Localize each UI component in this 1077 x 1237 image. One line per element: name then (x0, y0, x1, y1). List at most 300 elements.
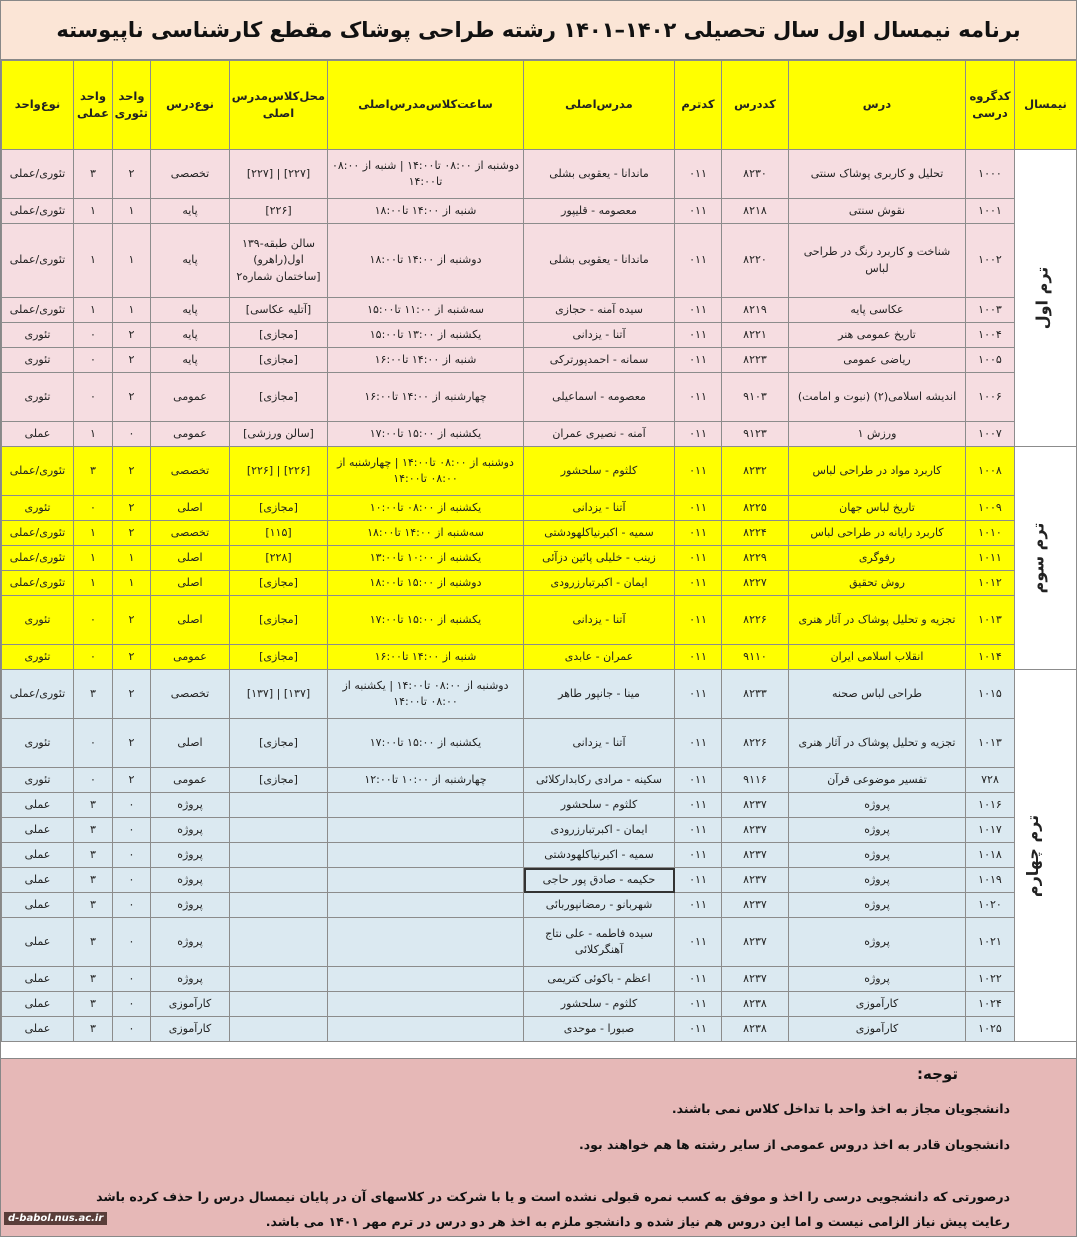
unit-type-cell: عملی (2, 818, 74, 843)
group-code-cell: ۱۰۰۳ (966, 298, 1015, 323)
table-row (2, 818, 1077, 843)
instructor-cell: آتنا - یزدانی (524, 496, 675, 521)
theory-units-cell: ۰ (113, 918, 151, 967)
practical-units-cell: ۳ (74, 992, 113, 1017)
unit-type-cell: عملی (2, 918, 74, 967)
table-row (2, 868, 1077, 893)
theory-units-cell: ۲ (113, 596, 151, 645)
term-code-cell: ۰۱۱ (675, 1017, 722, 1042)
course-code-cell: ۸۲۲۶ (722, 596, 789, 645)
course-type-cell: پایه (151, 323, 230, 348)
location-cell: [۲۲۶] (230, 199, 328, 224)
course-code-cell: ۸۲۳۰ (722, 150, 789, 199)
term-code-cell: ۰۱۱ (675, 199, 722, 224)
term-label (1015, 670, 1077, 1042)
term-code-cell: ۰۱۱ (675, 224, 722, 298)
course-type-cell: عمومی (151, 373, 230, 422)
time-cell: دوشنبه از ۰۸:۰۰ تا۱۴:۰۰ | شنبه از ۰۸:۰۰ تا۱۴:۰۰ (328, 150, 524, 199)
table-row (2, 670, 1077, 719)
group-code-cell: ۱۰۱۱ (966, 546, 1015, 571)
theory-units-cell: ۲ (113, 496, 151, 521)
term-code-cell: ۰۱۱ (675, 893, 722, 918)
course-code-cell: ۸۲۲۷ (722, 571, 789, 596)
location-cell: [مجازی] (230, 596, 328, 645)
course-type-cell: عمومی (151, 422, 230, 447)
table-row (2, 1017, 1077, 1042)
term-code-cell: ۰۱۱ (675, 992, 722, 1017)
practical-units-cell: ۳ (74, 1017, 113, 1042)
location-cell (230, 868, 328, 893)
course-code-cell: ۸۲۳۷ (722, 893, 789, 918)
group-code-cell: ۱۰۱۸ (966, 843, 1015, 868)
time-cell: دوشنبه از ۱۴:۰۰ تا۱۸:۰۰ (328, 224, 524, 298)
term-code-cell: ۰۱۱ (675, 496, 722, 521)
table-row (2, 719, 1077, 768)
location-cell: [مجازی] (230, 768, 328, 793)
course-cell: پروژه (789, 893, 966, 918)
practical-units-cell: ۰ (74, 323, 113, 348)
course-code-cell: ۸۲۳۷ (722, 793, 789, 818)
practical-units-cell: ۰ (74, 645, 113, 670)
theory-units-cell: ۰ (113, 893, 151, 918)
practical-units-cell: ۰ (74, 768, 113, 793)
note-line-1: دانشجویان مجاز به اخذ واحد با تداخل کلاس نمی باشند. (671, 1101, 1010, 1116)
time-cell (328, 793, 524, 818)
table-row (2, 496, 1077, 521)
schedule-body (2, 150, 1077, 1042)
time-cell: یکشنبه از ۱۳:۰۰ تا۱۵:۰۰ (328, 323, 524, 348)
theory-units-cell: ۰ (113, 422, 151, 447)
course-type-cell: اصلی (151, 571, 230, 596)
time-cell (328, 893, 524, 918)
table-row (2, 843, 1077, 868)
practical-units-cell: ۱ (74, 199, 113, 224)
course-cell: نقوش سنتی (789, 199, 966, 224)
term-label (1015, 447, 1077, 670)
theory-units-cell: ۱ (113, 224, 151, 298)
instructor-cell: مینا - جانپور طاهر (524, 670, 675, 719)
time-cell: شنبه از ۱۴:۰۰ تا۱۶:۰۰ (328, 645, 524, 670)
instructor-cell: سکینه - مرادی رکابدارکلائی (524, 768, 675, 793)
group-code-cell: ۱۰۱۲ (966, 571, 1015, 596)
course-cell: شناخت و کاربرد رنگ در طراحی لباس (789, 224, 966, 298)
term-code-cell: ۰۱۱ (675, 348, 722, 373)
course-code-cell: ۸۲۲۵ (722, 496, 789, 521)
group-code-cell: ۱۰۱۴ (966, 645, 1015, 670)
time-cell (328, 992, 524, 1017)
time-cell (328, 818, 524, 843)
course-cell: ریاضی عمومی (789, 348, 966, 373)
course-type-cell: پروژه (151, 818, 230, 843)
practical-units-cell: ۳ (74, 818, 113, 843)
time-cell: چهارشنبه از ۱۴:۰۰ تا۱۶:۰۰ (328, 373, 524, 422)
course-code-cell: ۸۲۳۲ (722, 447, 789, 496)
time-cell: یکشنبه از ۱۵:۰۰ تا۱۷:۰۰ (328, 422, 524, 447)
term-code-cell: ۰۱۱ (675, 645, 722, 670)
instructor-cell: ماندانا - یعقوبی بشلی (524, 150, 675, 199)
term-code-cell: ۰۱۱ (675, 793, 722, 818)
theory-units-cell: ۲ (113, 719, 151, 768)
table-row (2, 768, 1077, 793)
header-unit-type: نوع‌واحد (2, 61, 74, 150)
practical-units-cell: ۱ (74, 224, 113, 298)
group-code-cell: ۱۰۱۷ (966, 818, 1015, 843)
practical-units-cell: ۱ (74, 521, 113, 546)
course-type-cell: پایه (151, 348, 230, 373)
unit-type-cell: تئوری (2, 323, 74, 348)
header-practical-units: واحد عملی (74, 61, 113, 150)
time-cell: یکشنبه از ۰۸:۰۰ تا۱۰:۰۰ (328, 496, 524, 521)
unit-type-cell: تئوری/عملی (2, 521, 74, 546)
location-cell: [۲۲۷] | [۲۲۷] (230, 150, 328, 199)
time-cell: سه‌شنبه از ۱۱:۰۰ تا۱۵:۰۰ (328, 298, 524, 323)
group-code-cell: ۱۰۰۴ (966, 323, 1015, 348)
instructor-cell: آمنه - نصیری عمران (524, 422, 675, 447)
location-cell: [مجازی] (230, 719, 328, 768)
note-line-3: درصورتی که دانشجویی درسی را اخذ و موفق به کسب نمره قبولی نشده است و یا با شرکت در کلاسهای آن در پایان نیمسال درس را حذف کرده باشد رعایت پیش نیاز الزامی نیست و اما این دروس هم نیاز شده و دانشجو ملزم به اخذ هر دو درس در ترم مهر ۱۴۰۱ می باشد. (96, 1189, 1010, 1229)
course-cell: پروژه (789, 868, 966, 893)
group-code-cell: ۱۰۰۱ (966, 199, 1015, 224)
practical-units-cell: ۰ (74, 496, 113, 521)
practical-units-cell: ۱ (74, 298, 113, 323)
location-cell: [مجازی] (230, 496, 328, 521)
course-type-cell: پایه (151, 199, 230, 224)
unit-type-cell: تئوری/عملی (2, 447, 74, 496)
location-cell: [مجازی] (230, 323, 328, 348)
table-row (2, 596, 1077, 645)
time-cell (328, 843, 524, 868)
unit-type-cell: تئوری/عملی (2, 298, 74, 323)
time-cell (328, 1017, 524, 1042)
term-label-text: ترم چهارم (1022, 814, 1042, 897)
course-cell: ورزش ۱ (789, 422, 966, 447)
practical-units-cell: ۰ (74, 373, 113, 422)
course-cell: کاربرد رایانه در طراحی لباس (789, 521, 966, 546)
table-row (2, 323, 1077, 348)
time-cell (328, 868, 524, 893)
course-cell: پروژه (789, 843, 966, 868)
practical-units-cell: ۱ (74, 546, 113, 571)
table-row (2, 521, 1077, 546)
course-cell: انقلاب اسلامی ایران (789, 645, 966, 670)
unit-type-cell: تئوری/عملی (2, 546, 74, 571)
course-code-cell: ۸۲۳۷ (722, 868, 789, 893)
course-code-cell: ۸۲۳۷ (722, 818, 789, 843)
theory-units-cell: ۰ (113, 992, 151, 1017)
instructor-cell: کلثوم - سلحشور (524, 447, 675, 496)
table-row (2, 793, 1077, 818)
header-term: نیمسال (1015, 61, 1077, 150)
course-cell: کارآموزی (789, 1017, 966, 1042)
course-cell: تحلیل و کاربری پوشاک سنتی (789, 150, 966, 199)
group-code-cell: ۱۰۰۰ (966, 150, 1015, 199)
location-cell (230, 967, 328, 992)
theory-units-cell: ۲ (113, 373, 151, 422)
course-type-cell: پروژه (151, 967, 230, 992)
practical-units-cell: ۰ (74, 596, 113, 645)
term-code-cell: ۰۱۱ (675, 571, 722, 596)
time-cell: یکشنبه از ۱۵:۰۰ تا۱۷:۰۰ (328, 596, 524, 645)
time-cell: شنبه از ۱۴:۰۰ تا۱۶:۰۰ (328, 348, 524, 373)
course-cell: پروژه (789, 918, 966, 967)
unit-type-cell: تئوری/عملی (2, 224, 74, 298)
time-cell: شنبه از ۱۴:۰۰ تا۱۸:۰۰ (328, 199, 524, 224)
course-type-cell: پروژه (151, 793, 230, 818)
course-type-cell: پروژه (151, 843, 230, 868)
location-cell (230, 992, 328, 1017)
table-row (2, 645, 1077, 670)
group-code-cell: ۱۰۱۶ (966, 793, 1015, 818)
unit-type-cell: عملی (2, 868, 74, 893)
course-type-cell: تخصصی (151, 670, 230, 719)
practical-units-cell: ۱ (74, 571, 113, 596)
group-code-cell: ۱۰۰۸ (966, 447, 1015, 496)
time-cell: دوشنبه از ۰۸:۰۰ تا۱۴:۰۰ | چهارشنبه از ۰۸:۰۰ تا۱۴:۰۰ (328, 447, 524, 496)
theory-units-cell: ۱ (113, 298, 151, 323)
course-cell: تجزیه و تحلیل پوشاک در آثار هنری (789, 719, 966, 768)
table-row (2, 992, 1077, 1017)
unit-type-cell: تئوری (2, 596, 74, 645)
course-type-cell: عمومی (151, 645, 230, 670)
course-type-cell: پروژه (151, 868, 230, 893)
table-row (2, 224, 1077, 298)
schedule-table (1, 60, 1077, 1042)
course-code-cell: ۸۲۲۰ (722, 224, 789, 298)
course-type-cell: پروژه (151, 893, 230, 918)
header-theory-units: واحد تئوری (113, 61, 151, 150)
location-cell: [مجازی] (230, 571, 328, 596)
theory-units-cell: ۰ (113, 1017, 151, 1042)
instructor-cell: ایمان - اکبرتبارزرودی (524, 818, 675, 843)
course-cell: تاریخ عمومی هنر (789, 323, 966, 348)
course-code-cell: ۸۲۳۷ (722, 967, 789, 992)
unit-type-cell: تئوری (2, 645, 74, 670)
group-code-cell: ۱۰۱۳ (966, 596, 1015, 645)
header-group-code: کدگروه درسی (966, 61, 1015, 150)
location-cell (230, 893, 328, 918)
term-code-cell: ۰۱۱ (675, 447, 722, 496)
unit-type-cell: تئوری (2, 373, 74, 422)
page-title: برنامه نیمسال اول سال تحصیلی ۱۴۰۲–۱۴۰۱ رشته طراحی پوشاک مقطع کارشناسی ناپیوسته (1, 1, 1076, 60)
location-cell: [مجازی] (230, 373, 328, 422)
table-row (2, 967, 1077, 992)
theory-units-cell: ۲ (113, 150, 151, 199)
practical-units-cell: ۰ (74, 719, 113, 768)
instructor-cell: کلثوم - سلحشور (524, 793, 675, 818)
practical-units-cell: ۳ (74, 868, 113, 893)
location-cell (230, 818, 328, 843)
term-code-cell: ۰۱۱ (675, 918, 722, 967)
term-code-cell: ۰۱۱ (675, 521, 722, 546)
term-label-text: ترم سوم (1028, 522, 1048, 594)
instructor-cell: عمران - عابدی (524, 645, 675, 670)
course-cell: روش تحقیق (789, 571, 966, 596)
table-row (2, 546, 1077, 571)
course-cell: پروژه (789, 967, 966, 992)
course-code-cell: ۸۲۲۶ (722, 719, 789, 768)
course-type-cell: کارآموزی (151, 1017, 230, 1042)
theory-units-cell: ۰ (113, 818, 151, 843)
term-code-cell: ۰۱۱ (675, 323, 722, 348)
term-code-cell: ۰۱۱ (675, 546, 722, 571)
time-cell: سه‌شنبه از ۱۴:۰۰ تا۱۸:۰۰ (328, 521, 524, 546)
header-term-code: کدترم (675, 61, 722, 150)
group-code-cell: ۱۰۰۲ (966, 224, 1015, 298)
theory-units-cell: ۰ (113, 967, 151, 992)
location-cell (230, 793, 328, 818)
unit-type-cell: تئوری (2, 348, 74, 373)
instructor-cell: آتنا - یزدانی (524, 323, 675, 348)
group-code-cell: ۱۰۲۰ (966, 893, 1015, 918)
table-row (2, 893, 1077, 918)
term-code-cell: ۰۱۱ (675, 150, 722, 199)
term-code-cell: ۰۱۱ (675, 670, 722, 719)
location-cell: [۲۲۶] | [۲۲۶] (230, 447, 328, 496)
practical-units-cell: ۳ (74, 447, 113, 496)
practical-units-cell: ۳ (74, 893, 113, 918)
unit-type-cell: تئوری/عملی (2, 571, 74, 596)
course-code-cell: ۸۲۳۸ (722, 992, 789, 1017)
location-cell (230, 1017, 328, 1042)
instructor-cell: صبورا - موحدی (524, 1017, 675, 1042)
unit-type-cell: تئوری/عملی (2, 670, 74, 719)
course-cell: پروژه (789, 818, 966, 843)
group-code-cell: ۱۰۰۷ (966, 422, 1015, 447)
term-code-cell: ۰۱۱ (675, 818, 722, 843)
course-cell: پروژه (789, 793, 966, 818)
term-label-text: ترم اول (1032, 266, 1052, 330)
group-code-cell: ۱۰۱۳ (966, 719, 1015, 768)
term-code-cell: ۰۱۱ (675, 868, 722, 893)
course-code-cell: ۸۲۱۸ (722, 199, 789, 224)
table-row (2, 199, 1077, 224)
group-code-cell: ۱۰۲۲ (966, 967, 1015, 992)
course-type-cell: اصلی (151, 546, 230, 571)
term-code-cell: ۰۱۱ (675, 422, 722, 447)
course-type-cell: اصلی (151, 596, 230, 645)
theory-units-cell: ۱ (113, 546, 151, 571)
instructor-cell: معصومه - قلیپور (524, 199, 675, 224)
theory-units-cell: ۲ (113, 645, 151, 670)
course-code-cell: ۸۲۲۳ (722, 348, 789, 373)
practical-units-cell: ۳ (74, 793, 113, 818)
theory-units-cell: ۰ (113, 868, 151, 893)
term-code-cell: ۰۱۱ (675, 373, 722, 422)
group-code-cell: ۱۰۰۹ (966, 496, 1015, 521)
location-cell: سالن طبقه-۱۳۹ اول(راهرو) [ساختمان شماره۲ (230, 224, 328, 298)
instructor-cell: سمیه - اکبرنیاکلهودشتی (524, 521, 675, 546)
course-type-cell: تخصصی (151, 447, 230, 496)
course-type-cell: کارآموزی (151, 992, 230, 1017)
course-code-cell: ۸۲۳۷ (722, 843, 789, 868)
unit-type-cell: عملی (2, 843, 74, 868)
unit-type-cell: تئوری (2, 719, 74, 768)
unit-type-cell: تئوری/عملی (2, 150, 74, 199)
group-code-cell: ۱۰۰۵ (966, 348, 1015, 373)
note-line-2: دانشجویان قادر به اخذ دروس عمومی از سایر رشته ها هم خواهند بود. (578, 1137, 1010, 1152)
location-cell: [۱۱۵] (230, 521, 328, 546)
notes-heading: توجه: (917, 1065, 958, 1083)
time-cell: دوشنبه از ۱۵:۰۰ تا۱۸:۰۰ (328, 571, 524, 596)
course-cell: طراحی لباس صحنه (789, 670, 966, 719)
time-cell: دوشنبه از ۰۸:۰۰ تا۱۴:۰۰ | یکشنبه از ۰۸:۰۰ تا۱۴:۰۰ (328, 670, 524, 719)
course-type-cell: عمومی (151, 768, 230, 793)
theory-units-cell: ۱ (113, 199, 151, 224)
instructor-cell: اعظم - باکوئی کتریمی (524, 967, 675, 992)
course-cell: تفسیر موضوعی قرآن (789, 768, 966, 793)
term-code-cell: ۰۱۱ (675, 596, 722, 645)
course-cell: اندیشه اسلامی(۲) (نبوت و امامت) (789, 373, 966, 422)
course-type-cell: اصلی (151, 719, 230, 768)
instructor-cell: حکیمه - صادق پور حاجی (524, 868, 675, 893)
course-cell: کاربرد مواد در طراحی لباس (789, 447, 966, 496)
table-row (2, 447, 1077, 496)
table-row (2, 373, 1077, 422)
instructor-cell: سمیه - اکبرنیاکلهودشتی (524, 843, 675, 868)
unit-type-cell: تئوری/عملی (2, 199, 74, 224)
group-code-cell: ۱۰۰۶ (966, 373, 1015, 422)
table-row (2, 298, 1077, 323)
instructor-cell: آتنا - یزدانی (524, 719, 675, 768)
course-code-cell: ۸۲۳۸ (722, 1017, 789, 1042)
practical-units-cell: ۳ (74, 918, 113, 967)
header-course-type: نوع‌درس (151, 61, 230, 150)
theory-units-cell: ۲ (113, 670, 151, 719)
location-cell: [آتلیه عکاسی] (230, 298, 328, 323)
instructor-cell: کلثوم - سلحشور (524, 992, 675, 1017)
theory-units-cell: ۲ (113, 447, 151, 496)
notes-box (1, 1058, 1076, 1236)
table-row (2, 918, 1077, 967)
theory-units-cell: ۲ (113, 768, 151, 793)
course-cell: تاریخ لباس جهان (789, 496, 966, 521)
term-code-cell: ۰۱۱ (675, 967, 722, 992)
unit-type-cell: عملی (2, 422, 74, 447)
theory-units-cell: ۲ (113, 323, 151, 348)
time-cell: یکشنبه از ۱۵:۰۰ تا۱۷:۰۰ (328, 719, 524, 768)
course-code-cell: ۸۲۲۴ (722, 521, 789, 546)
group-code-cell: ۷۲۸ (966, 768, 1015, 793)
instructor-cell: معصومه - اسماعیلی (524, 373, 675, 422)
instructor-cell: شهربانو - رمضانپوربائی (524, 893, 675, 918)
header-course: درس (789, 61, 966, 150)
location-cell (230, 918, 328, 967)
practical-units-cell: ۳ (74, 670, 113, 719)
unit-type-cell: عملی (2, 967, 74, 992)
term-code-cell: ۰۱۱ (675, 298, 722, 323)
header-instructor: مدرس‌اصلی (524, 61, 675, 150)
course-cell: تجزیه و تحلیل پوشاک در آثار هنری (789, 596, 966, 645)
theory-units-cell: ۰ (113, 793, 151, 818)
theory-units-cell: ۱ (113, 571, 151, 596)
course-cell: رفوگری (789, 546, 966, 571)
course-code-cell: ۹۱۲۳ (722, 422, 789, 447)
course-type-cell: پروژه (151, 918, 230, 967)
group-code-cell: ۱۰۲۵ (966, 1017, 1015, 1042)
course-code-cell: ۸۲۳۷ (722, 918, 789, 967)
table-row (2, 150, 1077, 199)
course-type-cell: پایه (151, 224, 230, 298)
group-code-cell: ۱۰۱۵ (966, 670, 1015, 719)
instructor-cell: سیده فاطمه - علی نتاج آهنگرکلائی (524, 918, 675, 967)
location-cell: [سالن ورزشی] (230, 422, 328, 447)
group-code-cell: ۱۰۱۰ (966, 521, 1015, 546)
course-code-cell: ۹۱۰۳ (722, 373, 789, 422)
course-code-cell: ۸۲۲۱ (722, 323, 789, 348)
theory-units-cell: ۰ (113, 843, 151, 868)
course-code-cell: ۹۱۱۰ (722, 645, 789, 670)
location-cell (230, 843, 328, 868)
